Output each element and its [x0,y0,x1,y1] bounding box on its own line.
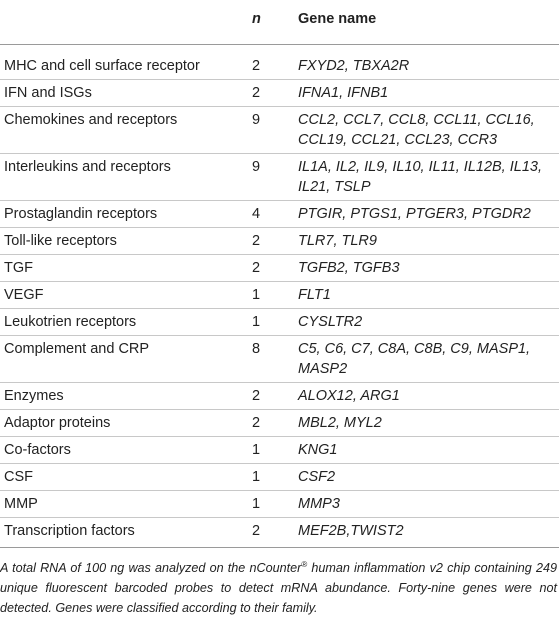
table-row [0,410,559,437]
cell-family: Adaptor proteins [0,410,248,437]
cell-family: TGF [0,255,248,282]
header-n: n [248,0,298,45]
table-row [0,282,559,309]
cell-gene-names: ALOX12, ARG1 [298,383,559,410]
cell-count: 1 [248,491,298,518]
cell-count: 9 [248,107,298,154]
header-row [0,0,559,45]
table-row [0,336,559,383]
cell-gene-names: FLT1 [298,282,559,309]
cell-family: IFN and ISGs [0,80,248,107]
cell-gene-names: TLR7, TLR9 [298,228,559,255]
cell-family: VEGF [0,282,248,309]
cell-count: 2 [248,45,298,80]
registered-mark: ® [301,559,308,569]
table-row [0,154,559,201]
table-row [0,107,559,154]
table-row [0,45,559,80]
cell-family: Co-factors [0,437,248,464]
table-row [0,80,559,107]
cell-count: 1 [248,464,298,491]
cell-family: Enzymes [0,383,248,410]
cell-family: CSF [0,464,248,491]
cell-family: Leukotrien receptors [0,309,248,336]
table-row [0,201,559,228]
cell-count: 2 [248,383,298,410]
footnote-text-end: human inflammation v2 chip containing 249 unique fluorescent barcoded probes to detect mRNA abundance. Forty-nine genes were not detected. Genes were classified according to their family. [0,561,557,615]
cell-gene-names: MEF2B,TWIST2 [298,518,559,548]
cell-gene-names: MMP3 [298,491,559,518]
table-row [0,309,559,336]
cell-family: MMP [0,491,248,518]
cell-gene-names: CSF2 [298,464,559,491]
table-row [0,228,559,255]
cell-family: MHC and cell surface receptor [0,45,248,80]
cell-gene-names: CYSLTR2 [298,309,559,336]
cell-count: 1 [248,282,298,309]
cell-count: 1 [248,309,298,336]
table-row [0,383,559,410]
table-row [0,464,559,491]
cell-count: 2 [248,228,298,255]
cell-family: Transcription factors [0,518,248,548]
cell-gene-names: PTGIR, PTGS1, PTGER3, PTGDR2 [298,201,559,228]
table-footnote [0,558,559,618]
cell-count: 4 [248,201,298,228]
cell-count: 2 [248,410,298,437]
table-body [0,45,559,548]
table-row [0,437,559,464]
cell-count: 9 [248,154,298,201]
cell-count: 8 [248,336,298,383]
cell-family: Interleukins and receptors [0,154,248,201]
cell-family: Chemokines and receptors [0,107,248,154]
cell-count: 2 [248,255,298,282]
cell-gene-names: FXYD2, TBXA2R [298,45,559,80]
table-row [0,491,559,518]
cell-gene-names: TGFB2, TGFB3 [298,255,559,282]
cell-gene-names: KNG1 [298,437,559,464]
cell-gene-names: IFNA1, IFNB1 [298,80,559,107]
cell-gene-names: MBL2, MYL2 [298,410,559,437]
cell-count: 2 [248,518,298,548]
table-header [0,0,559,45]
header-family [0,0,248,45]
cell-gene-names: C5, C6, C7, C8A, C8B, C9, MASP1, MASP2 [298,336,559,383]
cell-gene-names: IL1A, IL2, IL9, IL10, IL11, IL12B, IL13, IL21, TSLP [298,154,559,201]
cell-family: Toll-like receptors [0,228,248,255]
cell-gene-names: CCL2, CCL7, CCL8, CCL11, CCL16, CCL19, CCL21, CCL23, CCR3 [298,107,559,154]
table-row [0,518,559,548]
header-gene-name: Gene name [298,0,559,45]
cell-family: Complement and CRP [0,336,248,383]
cell-family: Prostaglandin receptors [0,201,248,228]
cell-count: 1 [248,437,298,464]
table-row [0,255,559,282]
cell-count: 2 [248,80,298,107]
footnote-text-start: A total RNA of 100 ng was analyzed on the nCounter [0,561,302,575]
